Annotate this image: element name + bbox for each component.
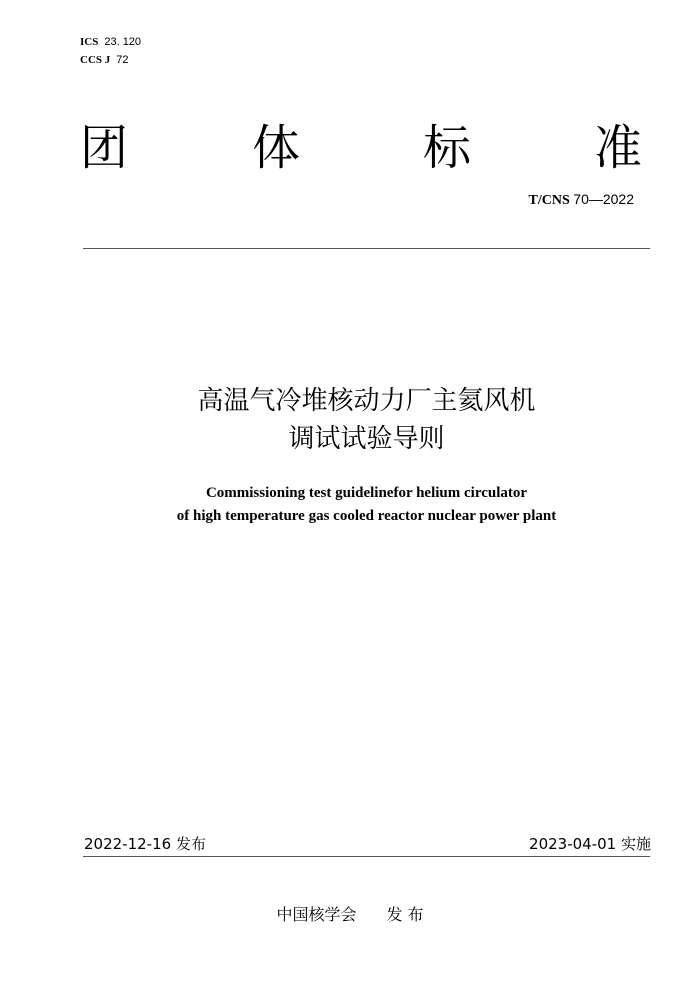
ics-code: [80, 35, 141, 49]
title-cn-line-1: 高温气冷堆核动力厂主氦风机: [197, 386, 536, 416]
standard-type-char-3: 标: [423, 120, 472, 176]
implement-date: 2023-04-01 实施: [529, 835, 651, 853]
header-divider: [83, 248, 650, 249]
ics-label: ICS: [80, 36, 99, 48]
publisher: [0, 905, 700, 925]
title-cn-line-2: 调试试验导则: [288, 424, 445, 454]
issue-date: 2022-12-16 发布: [84, 835, 206, 853]
footer-divider: [83, 856, 650, 857]
publisher-name: 中国核学会: [276, 905, 357, 924]
standard-type-char-1: 团: [80, 120, 129, 176]
title-en-line-2: of high temperature gas cooled reactor nuclear power plant: [176, 508, 557, 524]
standard-number: [529, 191, 634, 209]
ccs-code: [80, 53, 129, 67]
ccs-letter: J: [104, 54, 111, 66]
publisher-action: 发 布: [386, 905, 424, 924]
standard-type-char-4: 准: [594, 120, 643, 176]
standard-number-value: 70—2022: [573, 191, 634, 207]
ccs-value: 72: [116, 54, 129, 66]
standard-type-char-2: 体: [252, 120, 301, 176]
title-en-line-1: Commissioning test guidelinefor helium circulator: [205, 485, 528, 501]
ics-value: 23. 120: [104, 36, 142, 48]
standard-number-prefix: T/CNS: [528, 193, 570, 208]
ccs-label: CCS: [80, 54, 103, 66]
